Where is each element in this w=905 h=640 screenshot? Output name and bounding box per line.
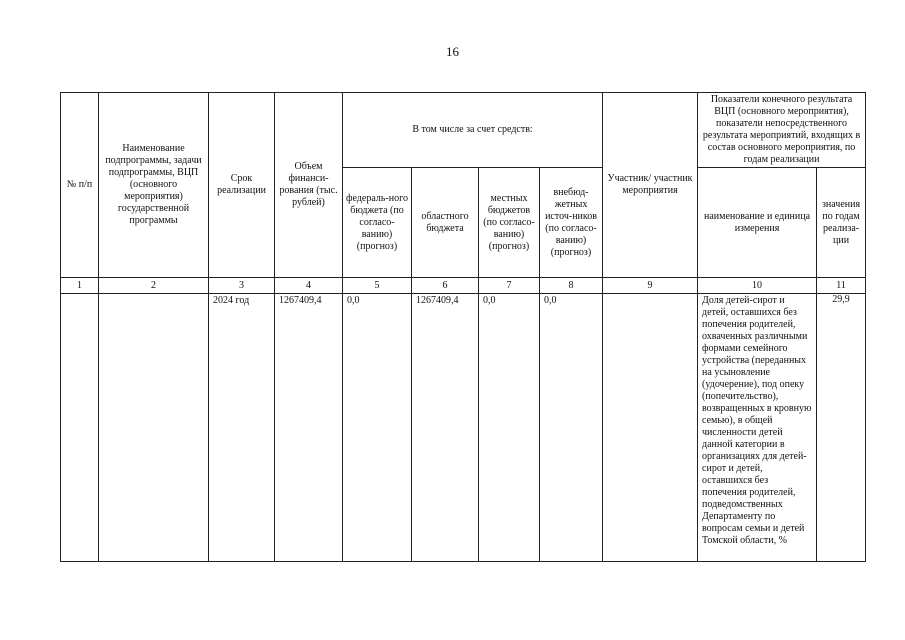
cell-indicator: Доля детей-сирот и детей, оставшихся без попечения родителей, охваченных различными формами семейного устройства (переданных на усыновление (удочерение), под опеку (попечительство), возвращенных в кровную семью), в общей численности детей данной категории в организациях для детей-сирот и детей, оставшихся без попечения родителей, подведомственных Департаменту по вопросам семьи и детей Томской области, % (698, 294, 817, 562)
cell-regional: 1267409,4 (412, 294, 479, 562)
header-num: № п/п (61, 93, 99, 278)
cell-period: 2024 год (209, 294, 275, 562)
column-number: 5 (343, 278, 412, 294)
column-number: 2 (99, 278, 209, 294)
column-number: 8 (540, 278, 603, 294)
cell-federal: 0,0 (343, 294, 412, 562)
header-extra: внебюд-жетных источ-ников (по согласо-ванию) (прогноз) (540, 168, 603, 278)
column-number: 6 (412, 278, 479, 294)
column-number: 11 (817, 278, 866, 294)
header-local: местных бюджетов (по согласо-ванию) (прогноз) (479, 168, 540, 278)
header-federal: федераль-ного бюджета (по согласо-ванию) (прогноз) (343, 168, 412, 278)
program-table (60, 92, 866, 562)
column-number: 10 (698, 278, 817, 294)
cell-name (99, 294, 209, 562)
header-period: Срок реализации (209, 93, 275, 278)
page-number: 16 (446, 44, 459, 59)
header-regional: областного бюджета (412, 168, 479, 278)
header-participant: Участник/ участник мероприятия (603, 93, 698, 278)
header-indicator-name: наименование и единица измерения (698, 168, 817, 278)
table-row (61, 294, 866, 562)
column-number: 7 (479, 278, 540, 294)
cell-num (61, 294, 99, 562)
header-funds-group: В том числе за счет средств: (343, 93, 603, 168)
cell-extra: 0,0 (540, 294, 603, 562)
cell-participant (603, 294, 698, 562)
column-number: 4 (275, 278, 343, 294)
header-indicator-value: значения по годам реализа-ции (817, 168, 866, 278)
header-name: Наименование подпрограммы, задачи подпрограммы, ВЦП (основного мероприятия) государственной программы (99, 93, 209, 278)
header-indicators-group: Показатели конечного результата ВЦП (основного мероприятия), показатели непосредственного результата мероприятий, входящих в состав основного мероприятия, по годам реализации (698, 93, 866, 168)
cell-indicator-value: 29,9 (817, 294, 866, 562)
column-number: 1 (61, 278, 99, 294)
cell-local: 0,0 (479, 294, 540, 562)
header-volume: Объем финанси-рования (тыс. рублей) (275, 93, 343, 278)
cell-volume: 1267409,4 (275, 294, 343, 562)
column-number: 9 (603, 278, 698, 294)
column-number: 3 (209, 278, 275, 294)
